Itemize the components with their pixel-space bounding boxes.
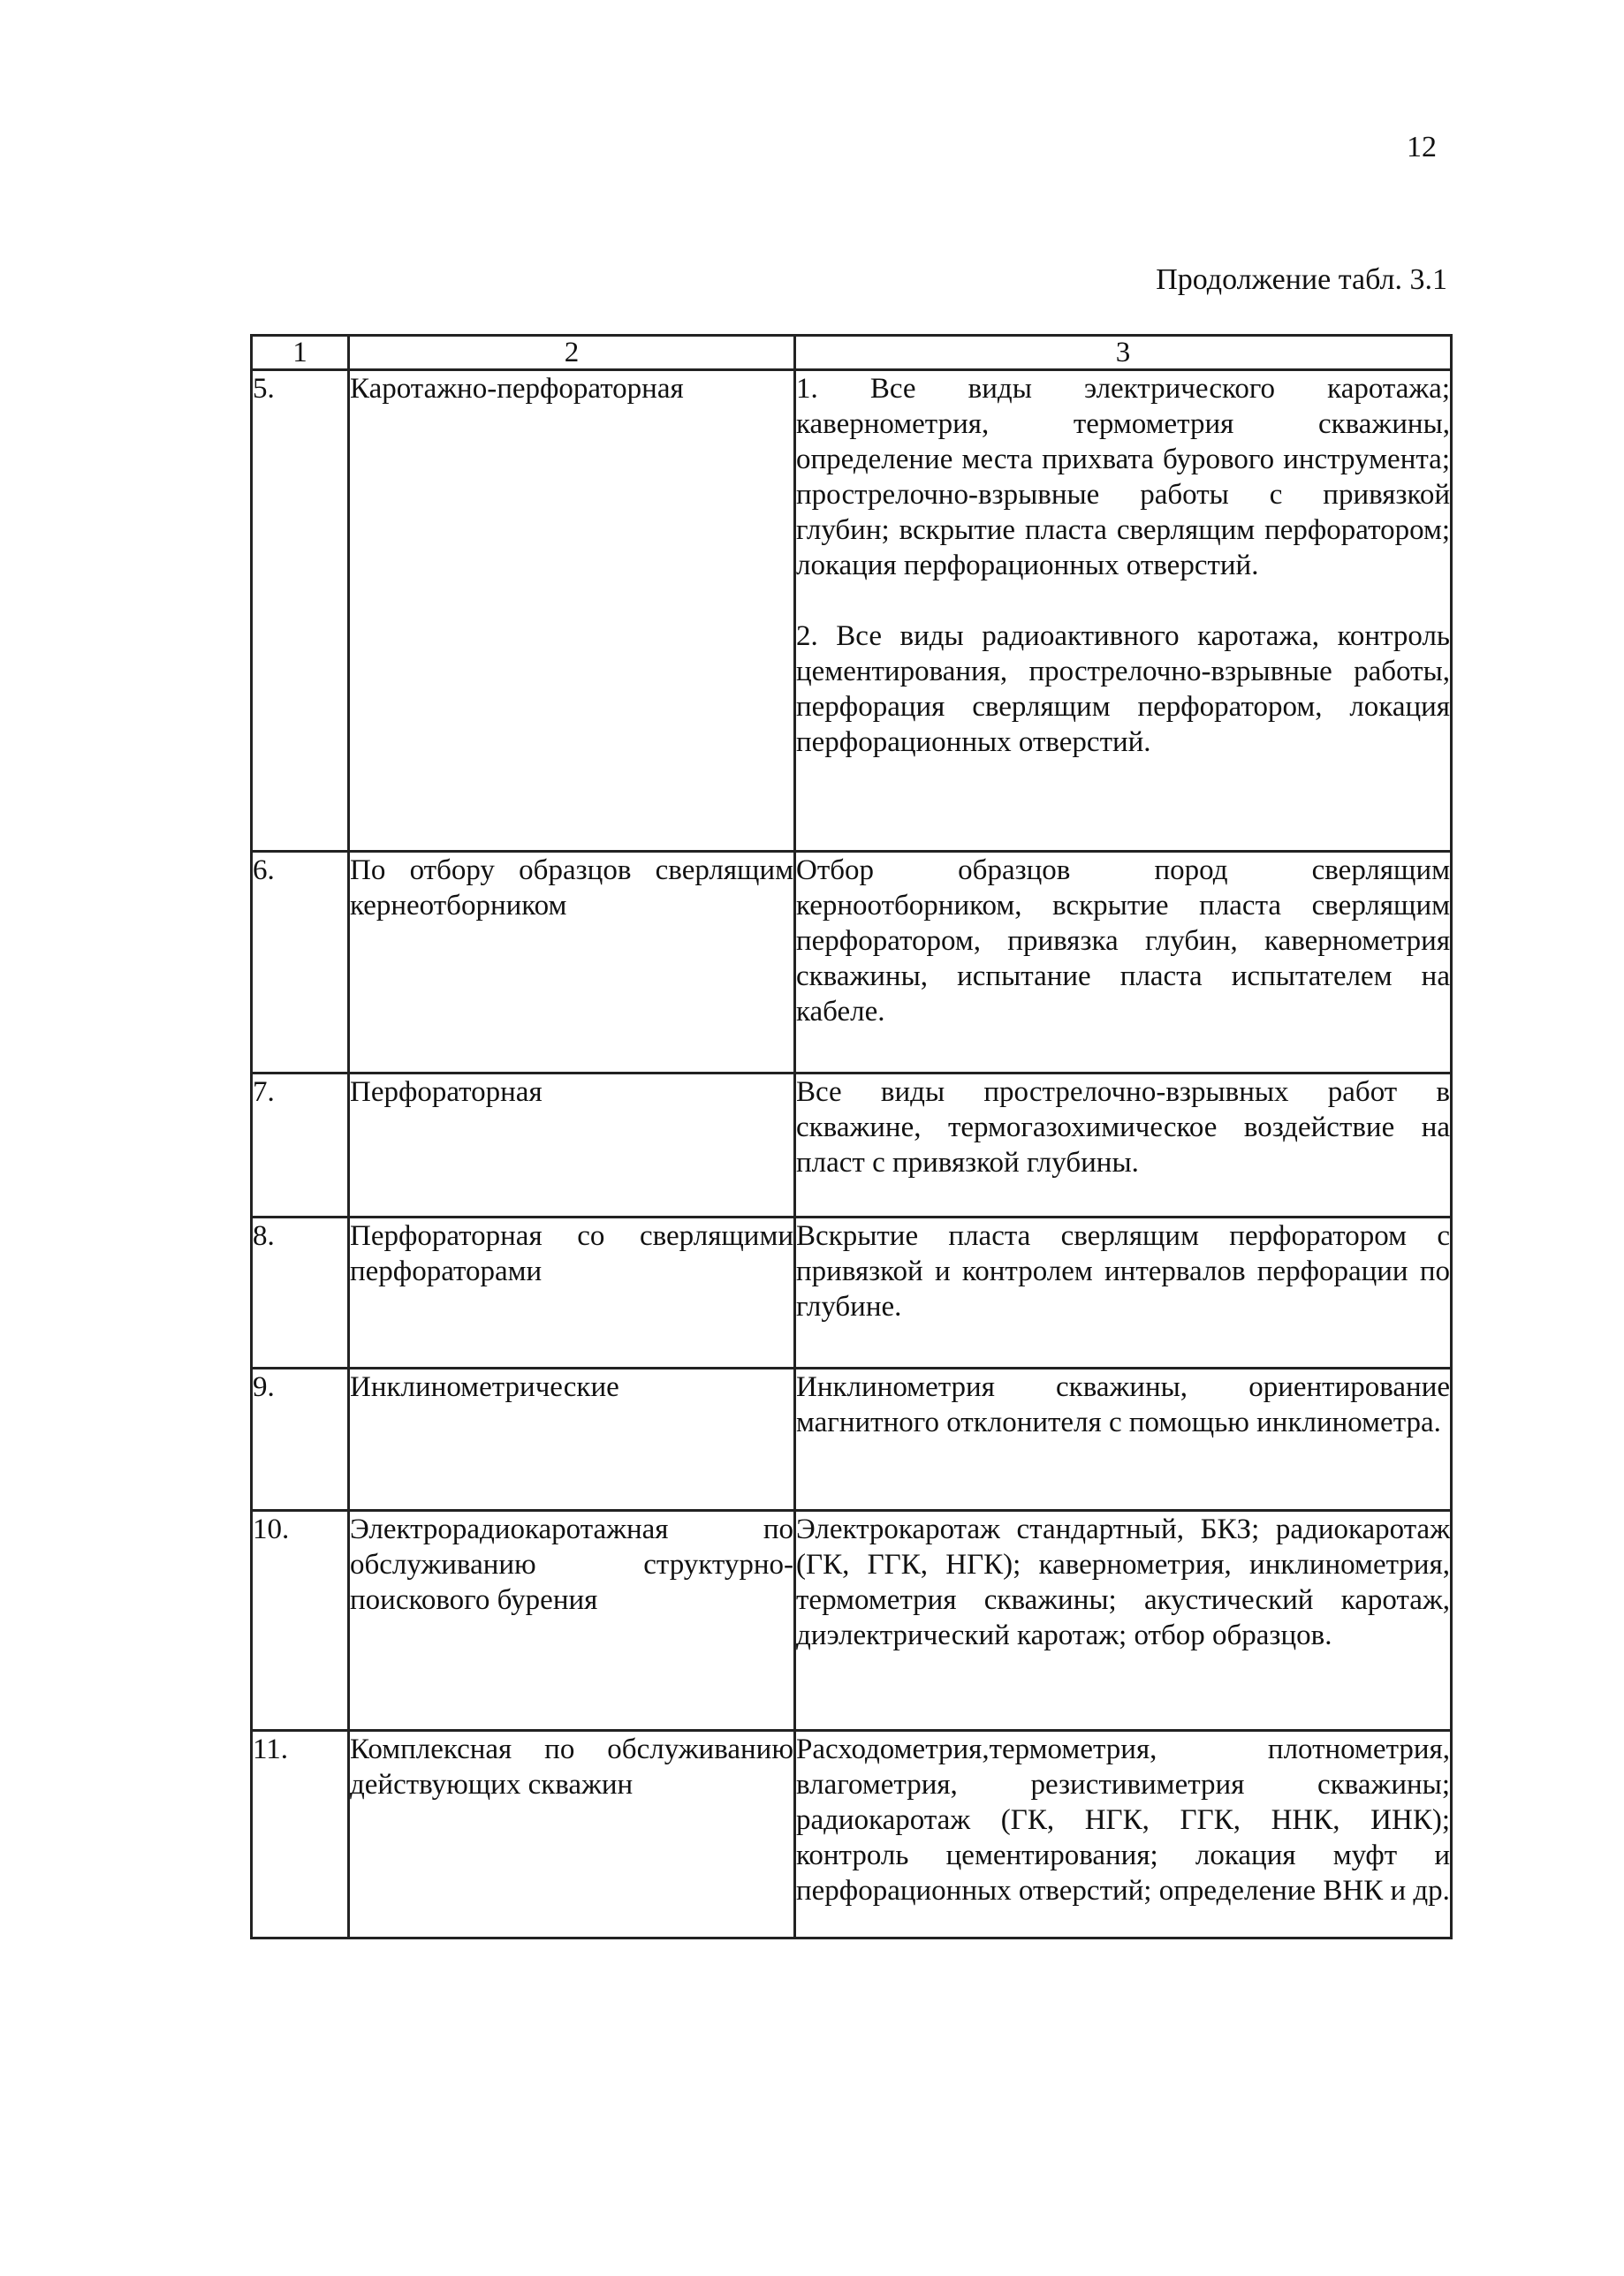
row-number: 11. bbox=[252, 1731, 349, 1938]
table-caption: Продолжение табл. 3.1 bbox=[1156, 263, 1447, 296]
work-description bbox=[795, 1369, 1452, 1511]
row-number: 5. bbox=[252, 370, 349, 852]
party-name: Перфораторная со сверлящими перфораторами bbox=[349, 1218, 795, 1369]
description-paragraph: Все виды прострелочно-взрывных работ в скважине, термогазохимическое воздействие на пласт с привязкой глубины. bbox=[796, 1076, 1450, 1179]
table-header-row bbox=[252, 336, 1452, 370]
row-number: 9. bbox=[252, 1369, 349, 1511]
description-paragraph: Расходометрия,термометрия, плотнометрия, влагометрия, резистивиметрия скважины; радиокаротаж (ГК, НГК, ГГК, ННК, ИНК); контроль цементирования; локация муфт и перфорационных отверстий; определение ВНК и др. bbox=[796, 1734, 1450, 1907]
work-description bbox=[795, 1074, 1452, 1218]
party-name: Электрорадиокаротажная по обслуживанию структурно-поискового бурения bbox=[349, 1511, 795, 1731]
data-table bbox=[250, 334, 1453, 1939]
row-number: 8. bbox=[252, 1218, 349, 1369]
work-description bbox=[795, 1731, 1452, 1938]
table-row bbox=[252, 1074, 1452, 1218]
party-name: Перфораторная bbox=[349, 1074, 795, 1218]
party-name: Инклинометрические bbox=[349, 1369, 795, 1511]
table-row bbox=[252, 1369, 1452, 1511]
header-cell-2: 2 bbox=[349, 336, 795, 370]
description-paragraph: 1. Все виды электрического каротажа; кавернометрия, термометрия скважины, определение места прихвата бурового инструмента; прострелочно-взрывные работы с привязкой глубин; вскрытие пласта сверлящим перфоратором; локация перфорационных отверстий. bbox=[796, 373, 1450, 581]
table-row bbox=[252, 852, 1452, 1074]
party-name: Комплексная по обслуживанию действующих скважин bbox=[349, 1731, 795, 1938]
table-row bbox=[252, 1511, 1452, 1731]
work-description bbox=[795, 1511, 1452, 1731]
page-number: 12 bbox=[1407, 131, 1437, 163]
table-row bbox=[252, 1218, 1452, 1369]
work-description bbox=[795, 370, 1452, 852]
row-number: 7. bbox=[252, 1074, 349, 1218]
table-row bbox=[252, 370, 1452, 852]
party-name: По отбору образцов сверлящим кернеотборником bbox=[349, 852, 795, 1074]
header-cell-1: 1 bbox=[252, 336, 349, 370]
work-description bbox=[795, 1218, 1452, 1369]
description-paragraph: Инклинометрия скважины, ориентирование магнитного отклонителя с помощью инклинометра. bbox=[796, 1371, 1450, 1438]
description-paragraph: Вскрытие пласта сверлящим перфоратором с привязкой и контролем интервалов перфорации по глубине. bbox=[796, 1220, 1450, 1323]
description-paragraph: 2. Все виды радиоактивного каротажа, контроль цементирования, прострелочно-взрывные работы, перфорация сверлящим перфоратором, локация перфорационных отверстий. bbox=[796, 620, 1450, 758]
party-name: Каротажно-перфораторная bbox=[349, 370, 795, 852]
description-paragraph: Отбор образцов пород сверлящим керноотборником, вскрытие пласта сверлящим перфоратором, привязка глубин, кавернометрия скважины, испытание пласта испытателем на кабеле. bbox=[796, 854, 1450, 1028]
row-number: 10. bbox=[252, 1511, 349, 1731]
description-paragraph: Электрокаротаж стандартный, БКЗ; радиокаротаж (ГК, ГГК, НГК); кавернометрия, инклинометрия, термометрия скважины; акустический каротаж, диэлектрический каротаж; отбор образцов. bbox=[796, 1514, 1450, 1651]
row-number: 6. bbox=[252, 852, 349, 1074]
work-description bbox=[795, 852, 1452, 1074]
header-cell-3: 3 bbox=[795, 336, 1452, 370]
table-row bbox=[252, 1731, 1452, 1938]
